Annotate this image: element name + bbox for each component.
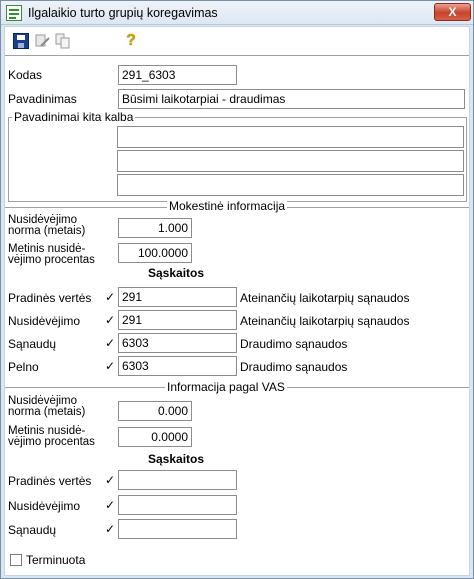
tax-annual-pct-label-1: Metinis nusidė- [8,243,86,255]
tax-annual-pct-label-2: vėjimo procentas [8,254,95,266]
title-bar[interactable] [1,1,473,25]
vas-info-legend: Informacija pagal VAS [167,380,285,394]
tax-depreciation-account-field[interactable]: 291 [118,310,237,330]
tax-info-legend: Mokestinė informacija [169,199,286,213]
vas-dep-norm-label-1: Nusidėvėjimo [8,395,78,407]
other-language-field-3[interactable] [117,174,464,196]
other-language-legend: Pavadinimai kita kalba [14,110,134,124]
code-label: Kodas [8,68,43,82]
copy-icon[interactable] [55,33,71,49]
vas-expenses-check-icon[interactable]: ✓ [105,522,116,536]
tax-initial-value-account-field[interactable]: 291 [118,287,237,307]
other-language-field-1[interactable] [117,126,464,148]
help-icon[interactable]: ? [126,32,136,49]
vas-expenses-account-field[interactable] [118,519,237,539]
tax-dep-norm-field[interactable]: 1.000 [118,218,192,238]
tax-expenses-account-field[interactable]: 6303 [118,333,237,353]
tax-profit-check-icon[interactable]: ✓ [105,359,116,373]
tax-annual-pct-field[interactable]: 100.0000 [118,243,192,263]
name-field[interactable]: Būsimi laikotarpiai - draudimas [118,89,465,109]
form-icon [6,5,22,21]
window-title: Ilgalaikio turto grupių koregavimas [28,6,218,20]
close-button[interactable]: X [434,3,471,21]
vas-annual-pct-label-2: vėjimo procentas [8,436,95,448]
edit-icon[interactable] [35,33,51,49]
toolbar [5,27,469,55]
vas-initial-value-account-field[interactable] [118,470,237,490]
tax-depreciation-check-icon[interactable]: ✓ [105,313,116,327]
tax-initial-value-account-desc: Ateinančių laikotarpių sąnaudos [240,291,410,305]
vas-dep-norm-field[interactable]: 0.000 [118,401,192,421]
name-label: Pavadinimas [8,92,77,106]
toolbar-divider [5,55,469,56]
vas-initial-value-label: Pradinės vertės [8,474,92,488]
tax-expenses-check-icon[interactable]: ✓ [105,336,116,350]
tax-depreciation-label: Nusidėvėjimo [8,314,81,328]
vas-annual-pct-field[interactable]: 0.0000 [118,427,192,447]
tax-profit-label: Pelno [8,360,39,374]
tax-depreciation-account-desc: Ateinančių laikotarpių sąnaudos [240,314,410,328]
other-language-field-2[interactable] [117,150,464,172]
tax-expenses-label: Sąnaudų [8,337,57,351]
tax-dep-norm-label-2: norma (metais) [8,225,86,237]
tax-accounts-header: Sąskaitos [148,266,205,280]
code-field[interactable]: 291_6303 [118,65,237,85]
dialog-body [4,26,470,576]
vas-initial-value-check-icon[interactable]: ✓ [105,473,116,487]
tax-initial-value-check-icon[interactable]: ✓ [105,290,116,304]
vas-expenses-label: Sąnaudų [8,523,57,537]
tax-expenses-account-desc: Draudimo sąnaudos [240,337,348,351]
tax-profit-account-field[interactable]: 6303 [118,356,237,376]
terminuota-checkbox[interactable] [10,554,22,566]
vas-dep-norm-label-2: norma (metais) [8,406,86,418]
vas-depreciation-check-icon[interactable]: ✓ [105,498,116,512]
tax-dep-norm-label-1: Nusidėvėjimo [8,214,78,226]
vas-depreciation-label: Nusidėvėjimo [8,499,81,513]
vas-depreciation-account-field[interactable] [118,495,237,515]
terminuota-label: Terminuota [26,553,86,567]
tax-initial-value-label: Pradinės vertės [8,291,92,305]
save-icon[interactable] [13,33,29,49]
tax-profit-account-desc: Draudimo sąnaudos [240,360,348,374]
vas-annual-pct-label-1: Metinis nusidė- [8,425,86,437]
vas-accounts-header: Sąskaitos [148,452,205,466]
